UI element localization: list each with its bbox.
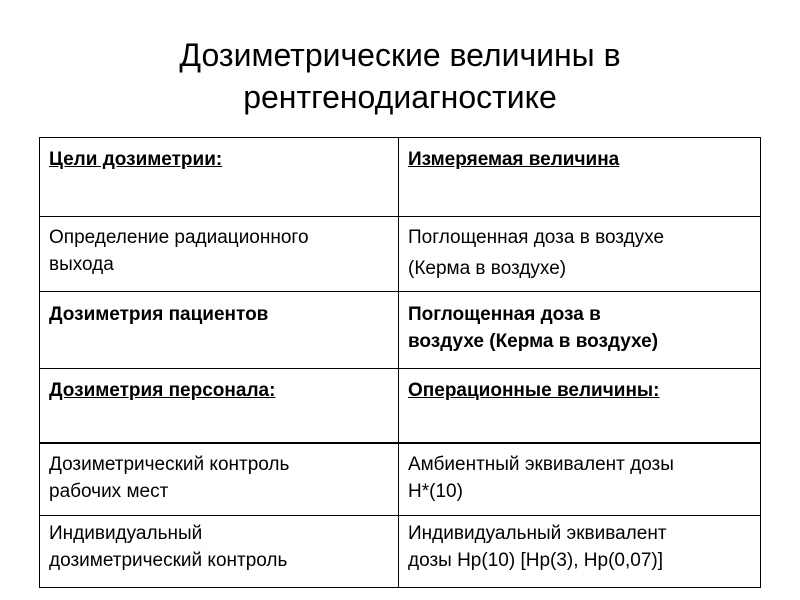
cell-text: воздухе (Керма в воздухе) xyxy=(408,331,659,352)
table-row xyxy=(40,443,761,516)
cell-text: Дозиметрия пациентов xyxy=(49,304,269,325)
header-cell-quantity xyxy=(399,138,761,217)
slide-title-line-1: Дозиметрические величины в xyxy=(179,37,621,73)
slide-title-line-2: рентгенодиагностике xyxy=(243,79,557,115)
section-cell-personnel xyxy=(40,369,399,444)
cell-text: выхода xyxy=(49,254,114,275)
table-row-header xyxy=(40,138,761,217)
table-cell-quantity xyxy=(399,443,761,516)
header-cell-goals xyxy=(40,138,399,217)
table-cell-quantity xyxy=(399,217,761,292)
table-row xyxy=(40,217,761,292)
table-row-section xyxy=(40,369,761,444)
table-cell-goal xyxy=(40,516,399,588)
cell-text: рабочих мест xyxy=(49,481,169,502)
slide-title xyxy=(100,34,700,118)
cell-text: Дозиметрия персонала: xyxy=(49,380,276,401)
section-cell-operational xyxy=(399,369,761,444)
table-cell-goal xyxy=(40,292,399,369)
header-quantity-text: Измеряемая величина xyxy=(408,149,620,170)
cell-text: Дозиметрический контроль xyxy=(49,454,290,475)
cell-text: Амбиентный эквивалент дозы xyxy=(408,454,674,475)
cell-text: H*(10) xyxy=(408,481,463,502)
cell-text: Индивидуальный xyxy=(49,523,203,544)
cell-text: Операционные величины: xyxy=(408,380,660,401)
table-cell-quantity xyxy=(399,292,761,369)
table-row xyxy=(40,516,761,588)
table-cell-goal xyxy=(40,443,399,516)
table-cell-goal xyxy=(40,217,399,292)
cell-text: дозы Hp(10) [Hp(3), Hp(0,07)] xyxy=(408,550,663,571)
table-cell-quantity xyxy=(399,516,761,588)
cell-text: Поглощенная доза в воздухе xyxy=(408,227,665,248)
table-row xyxy=(40,292,761,369)
header-goals-text: Цели дозиметрии: xyxy=(49,149,223,170)
cell-text: дозиметрический контроль xyxy=(49,550,288,571)
cell-text: (Керма в воздухе) xyxy=(408,258,567,279)
dosimetry-table xyxy=(39,137,761,588)
cell-text: Поглощенная доза в xyxy=(408,304,601,325)
cell-text: Индивидуальный эквивалент xyxy=(408,523,667,544)
cell-text: Определение радиационного xyxy=(49,227,309,248)
